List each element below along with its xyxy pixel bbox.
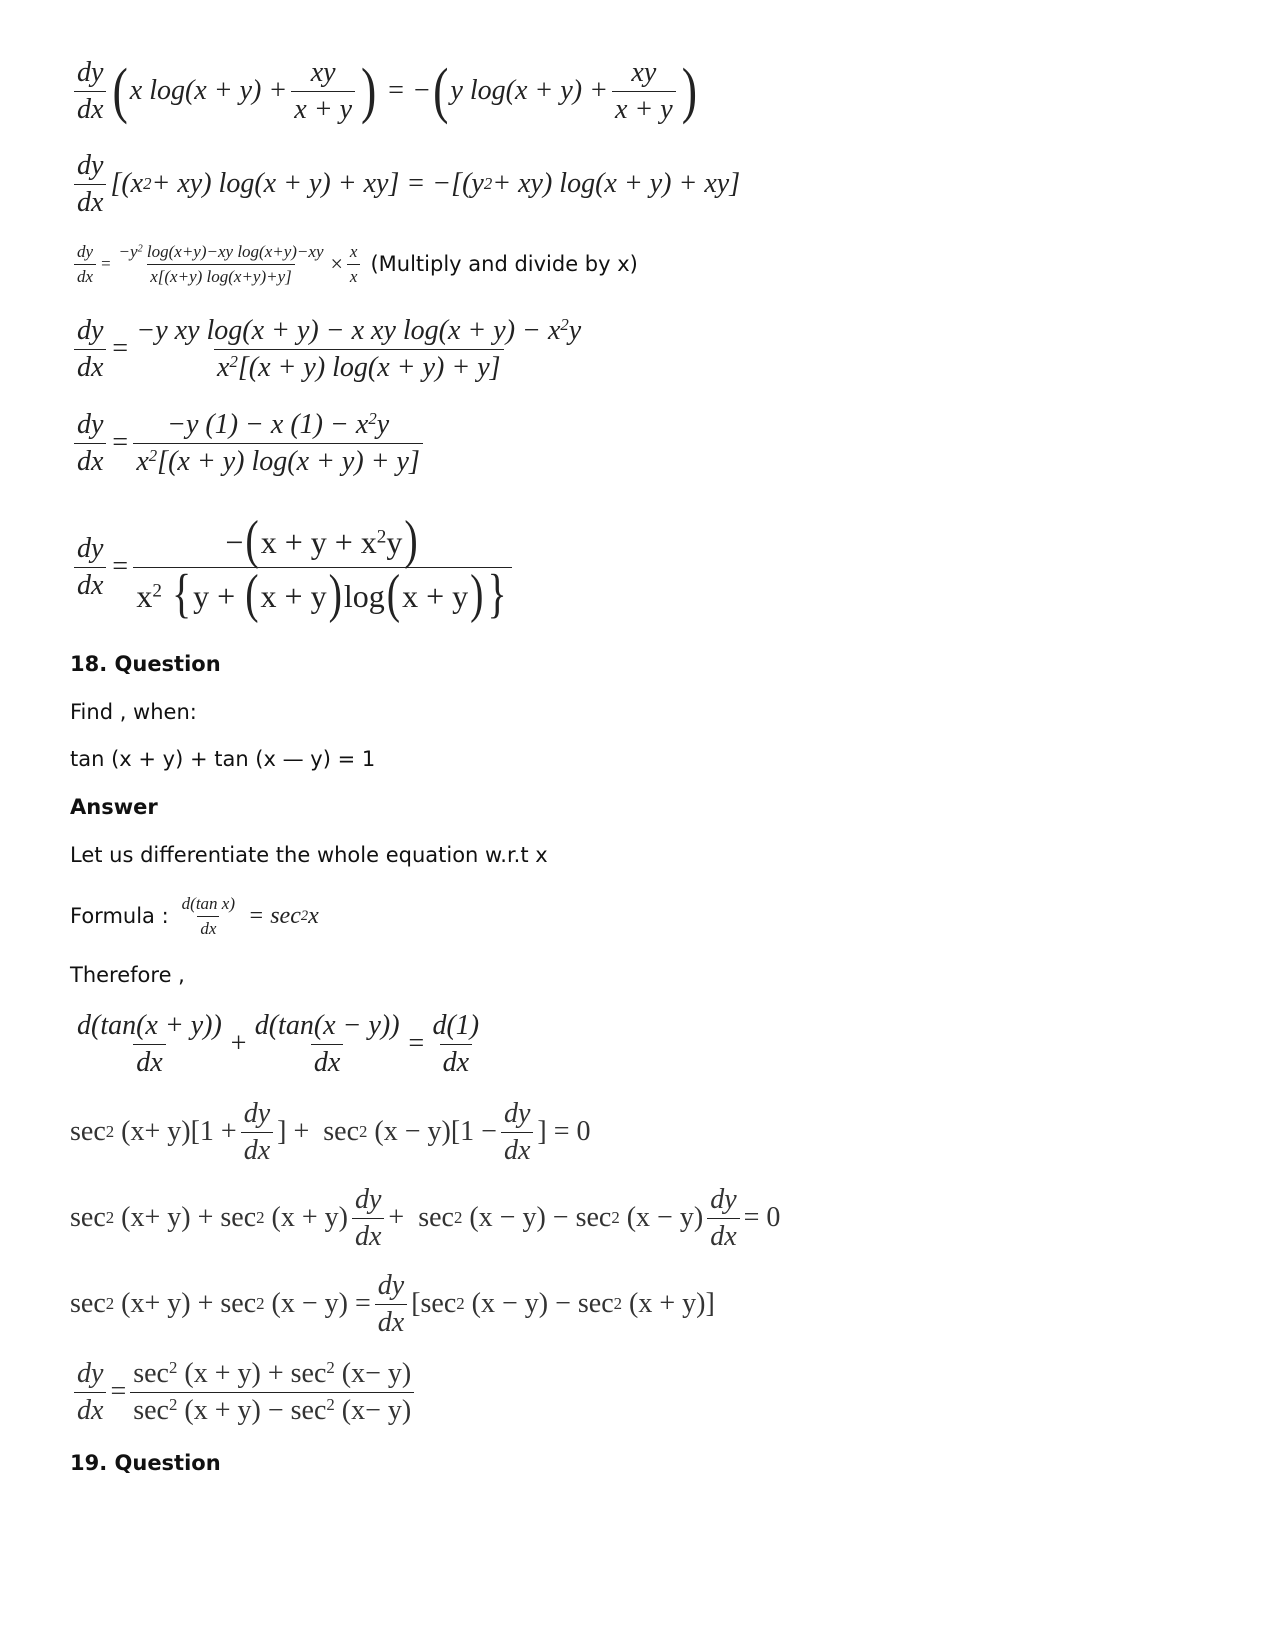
equation-line-1: dy dx ( x log(x + y) + xy x + y ) = − ( y log(x + y) + xy x + y )	[70, 56, 699, 126]
multiply-divide-note: (Multiply and divide by x)	[370, 252, 638, 276]
equation-line-2: dy dx [(x 2 + xy) log(x + y) + xy] = −[(y 2 + xy) log(x + y) + xy]	[70, 148, 740, 220]
formula-label: Formula :	[70, 904, 169, 928]
equation-line-6: dy dx = $-(x + y + x^2y)$ $x^2$ {y + (x + y)log(x + y) }	[70, 512, 516, 622]
answer-intro: Let us differentiate the whole equation w.r.t x	[70, 843, 548, 867]
equation-line-8: sec 2 (x+ y)[1 + dy dx ] + sec 2 (x − y)[1 − dy dx ] = 0	[70, 1097, 591, 1166]
equation-line-3: dy dx = $\frac{-y^2 \log(x+y)-xy \log(x+y)-xy}{x[(x+y) \log(x+y)+y]}$ × $\frac{x}{x}$ (Multiply and divide by x)	[70, 234, 638, 294]
equation-line-7: d(tan(x + y)) dx + d(tan(x − y)) dx = d(1) dx	[77, 1009, 480, 1078]
question-18-equation: tan (x + y) + tan (x — y) = 1	[70, 747, 376, 771]
equation-line-4: dy dx = −y xy log(x + y) − x xy $\log(x + y) - x^2y$ $x^2[(x + y) \log(x + y) + y]$	[70, 313, 588, 385]
equation-line-5: dy dx = −y (1) − x $(1) - x^2y$ $x^2[(x + y) \log(x + y) + y]$	[70, 407, 427, 479]
answer-heading: Answer	[70, 795, 158, 819]
equation-line-11: dy dx = $\sec^2 (x + y) + \sec^2 (x- y)$ $\sec^2 (x + y) - \sec^2 (x- y)$	[70, 1354, 418, 1430]
question-18-prompt: Find , when:	[70, 700, 197, 724]
question-18-heading: 18. Question	[70, 652, 221, 676]
equation-line-10: sec 2 (x+ y) + sec 2 (x − y) = dy dx [sec 2 (x − y) − sec 2 (x + y)]	[70, 1269, 715, 1338]
therefore-text: Therefore ,	[70, 963, 185, 987]
question-19-heading: 19. Question	[70, 1451, 221, 1475]
equation-line-9: sec 2 (x+ y) + sec 2 (x + y) dy dx + sec 2 (x − y) − sec 2 (x − y) dy dx = 0	[70, 1183, 781, 1252]
formula-line: Formula : d(tan x) dx = sec 2 x	[70, 893, 319, 938]
